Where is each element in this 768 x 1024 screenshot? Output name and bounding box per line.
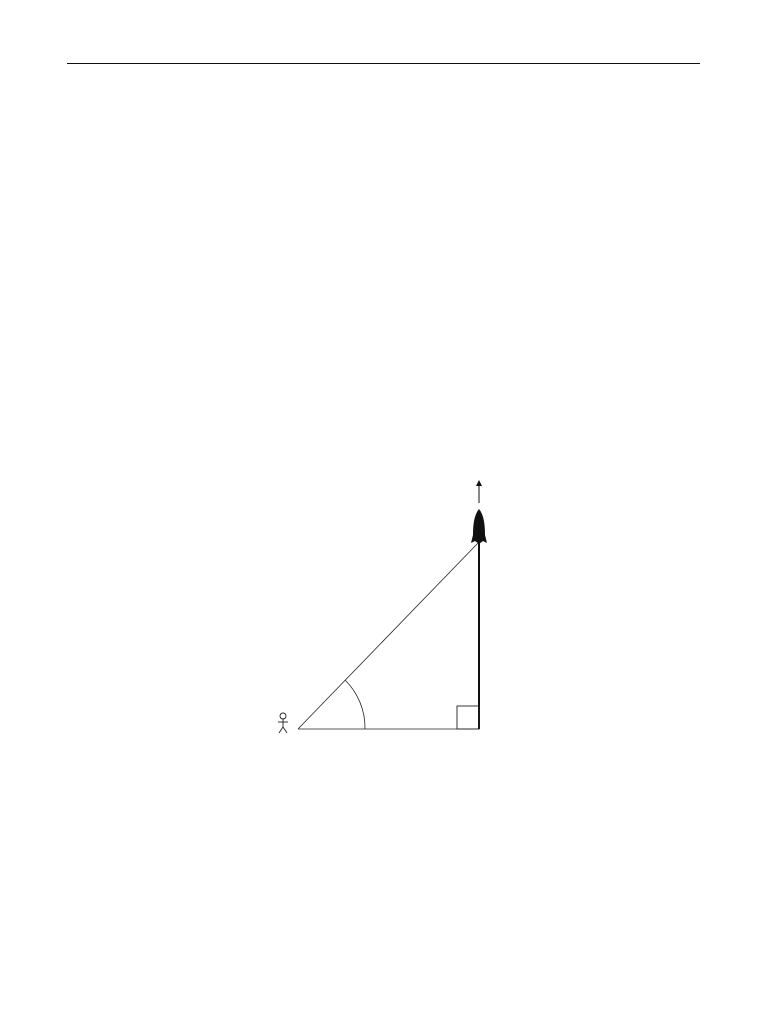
right-angle-marker <box>457 706 479 729</box>
upward-arrow-icon <box>476 480 482 503</box>
rocket-diagram <box>270 475 510 755</box>
header-rule <box>67 63 700 64</box>
line-of-sight <box>298 542 479 729</box>
angle-arc <box>345 680 365 729</box>
observer-icon <box>278 713 288 733</box>
rocket-icon <box>471 509 487 544</box>
rocket-figure <box>270 475 510 755</box>
